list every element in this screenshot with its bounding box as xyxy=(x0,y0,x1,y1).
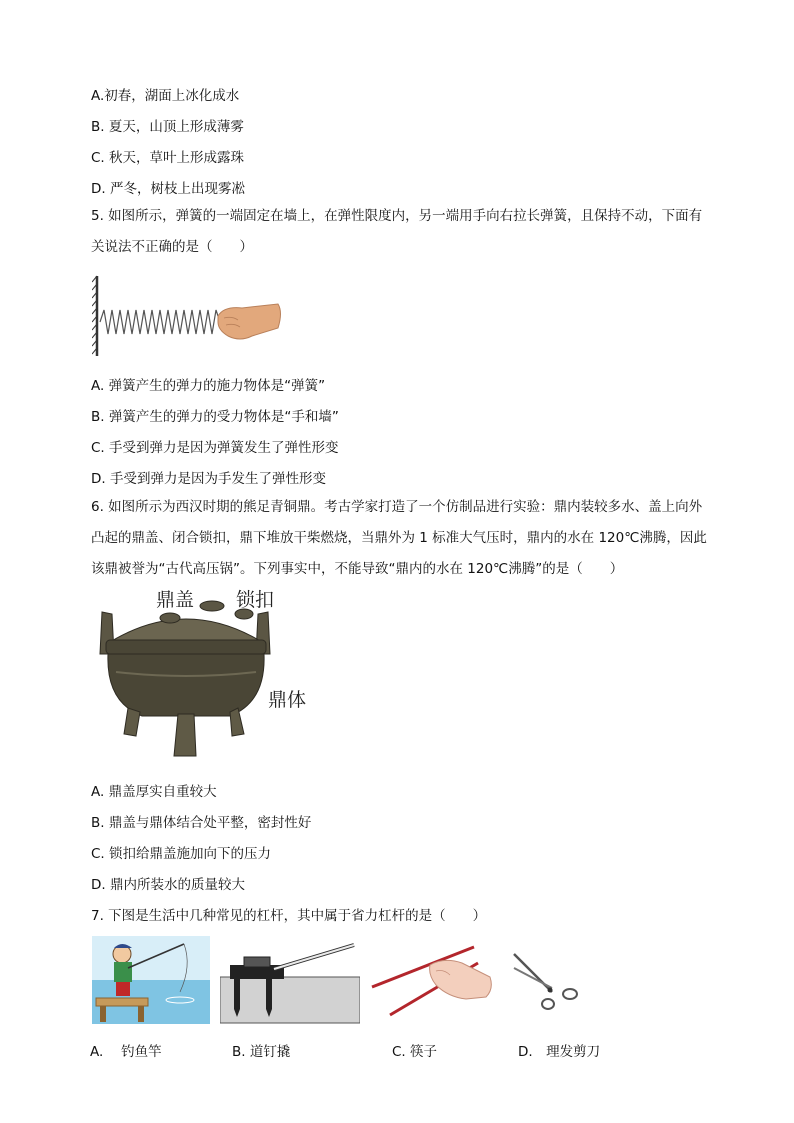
q5-option-d: D. 手受到弹力是因为手发生了弹性形变 xyxy=(91,471,326,487)
q6-option-c: C. 锁扣给鼎盖施加向下的压力 xyxy=(91,846,272,862)
q5-stem: 5. 如图所示，弹簧的一端固定在墙上，在弹性限度内，另一端用手向右拉长弹簧，且保持不动，下面有关说法不正确的是（ ） xyxy=(91,208,703,255)
spring-figure xyxy=(92,272,284,358)
q7-option-c: C. 筷子 xyxy=(392,1044,438,1060)
q7-option-a: A. 钓鱼竿 xyxy=(90,1044,162,1060)
q6-stem: 6. 如图所示为西汉时期的熊足青铜鼎。考古学家打造了一个仿制品进行实验：鼎内装较多水、盖上向外凸起的鼎盖、闭合锁扣，鼎下堆放干柴燃烧，当鼎外为 1 标准大气压时，鼎内的水在 120℃沸腾，因此该鼎被誉为“古代高压锅”。下列事实中，不能导致“鼎内的水在 120℃沸腾”的是（ ） xyxy=(91,499,707,577)
q5-option-c: C. 手受到弹力是因为弹簧发生了弹性形变 xyxy=(91,440,339,456)
fishing-rod-figure xyxy=(92,936,210,1024)
q6-option-b: B. 鼎盖与鼎体结合处平整，密封性好 xyxy=(91,815,312,831)
q4-option-d: D. 严冬，树枝上出现雾凇 xyxy=(91,181,245,197)
q6-option-d: D. 鼎内所装水的质量较大 xyxy=(91,877,245,893)
q7-option-b: B. 道钉撬 xyxy=(232,1044,291,1060)
q7-stem: 7. 下图是生活中几种常见的杠杆，其中属于省力杠杆的是（ ） xyxy=(91,908,487,924)
q4-option-a: A.初春，湖面上冰化成水 xyxy=(91,88,240,104)
q5-option-a: A. 弹簧产生的弹力的施力物体是“弹簧” xyxy=(91,378,326,394)
chopsticks-figure xyxy=(370,941,494,1021)
label-lock: 锁扣 xyxy=(236,589,275,611)
q5-option-b: B. 弹簧产生的弹力的受力物体是“手和墙” xyxy=(91,409,339,425)
nail-puller-figure xyxy=(220,941,360,1025)
q6-option-a: A. 鼎盖厚实自重较大 xyxy=(91,784,217,800)
bronze-ding-figure xyxy=(92,584,312,768)
q7-option-d: D. 理发剪刀 xyxy=(518,1044,601,1060)
scissors-figure xyxy=(512,948,582,1014)
q4-option-b: B. 夏天，山顶上形成薄雾 xyxy=(91,119,244,135)
q4-option-c: C. 秋天，草叶上形成露珠 xyxy=(91,150,245,166)
label-lid: 鼎盖 xyxy=(156,589,195,611)
label-body: 鼎体 xyxy=(268,689,307,711)
